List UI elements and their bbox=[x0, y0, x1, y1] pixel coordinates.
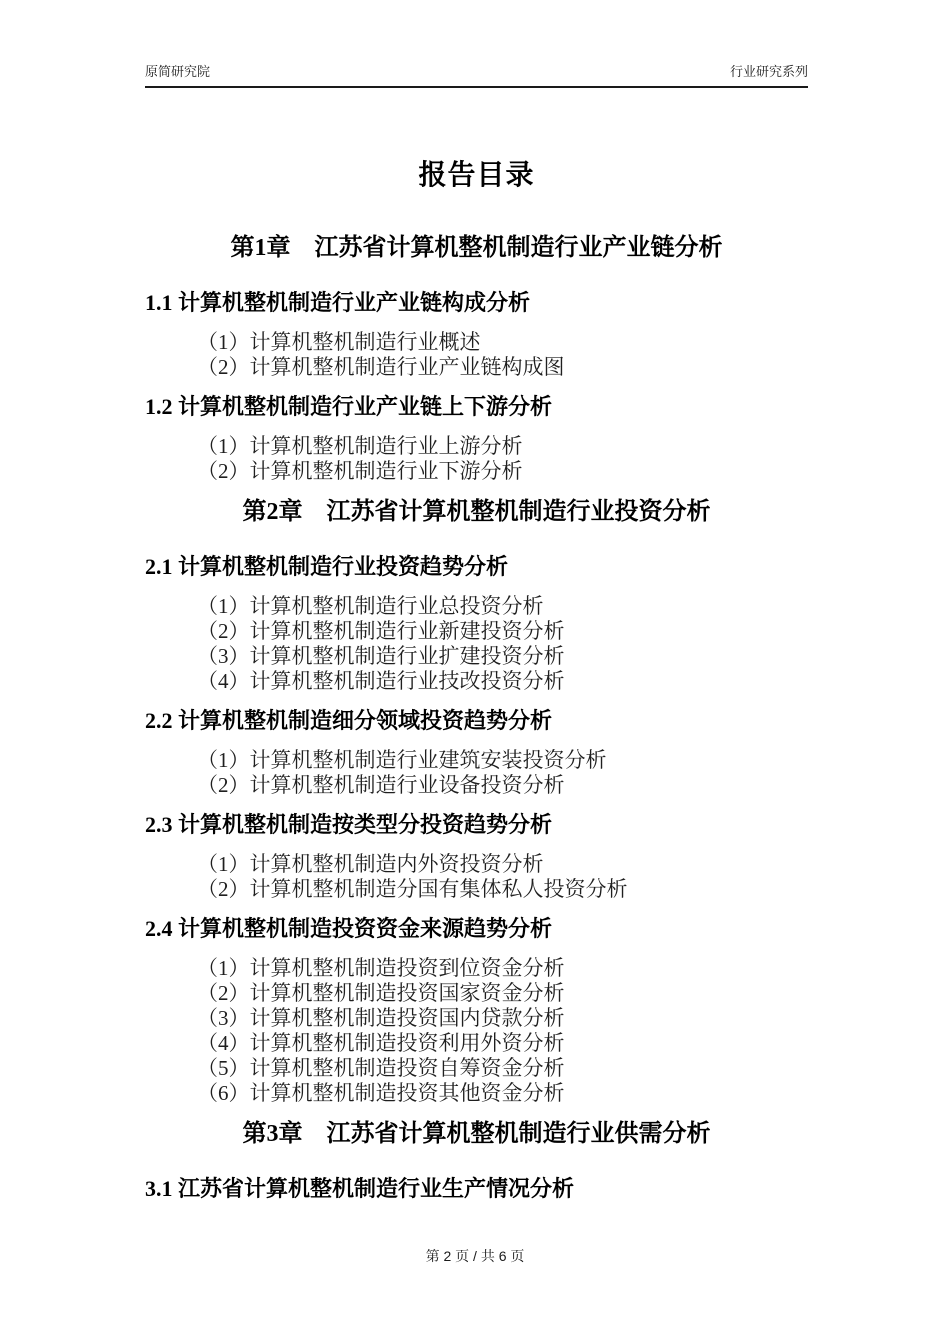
toc-item: （6）计算机整机制造投资其他资金分析 bbox=[197, 1081, 565, 1105]
page-number-text: 第 2 页 / 共 6 页 bbox=[425, 1248, 525, 1264]
toc-item: （2）计算机整机制造行业产业链构成图 bbox=[197, 355, 565, 379]
chapter-3-heading: 第3章 江苏省计算机整机制造行业供需分析 bbox=[242, 1121, 711, 1147]
toc bbox=[145, 234, 808, 1201]
item-list-1-2 bbox=[145, 434, 808, 484]
toc-item: （1）计算机整机制造投资到位资金分析 bbox=[197, 956, 565, 980]
toc-item: （2）计算机整机制造行业下游分析 bbox=[197, 459, 523, 483]
chapter-1-heading: 第1章 江苏省计算机整机制造行业产业链分析 bbox=[230, 235, 723, 261]
header-series-name: 行业研究系列 bbox=[729, 64, 808, 79]
toc-item: （1）计算机整机制造行业总投资分析 bbox=[197, 594, 544, 618]
page-footer bbox=[0, 1247, 950, 1265]
section-heading-2-2: 2.2 计算机整机制造细分领域投资趋势分析 bbox=[145, 708, 553, 733]
item-list-1-1 bbox=[145, 330, 808, 380]
section-heading-3-1: 3.1 江苏省计算机整机制造行业生产情况分析 bbox=[145, 1176, 575, 1201]
page-header bbox=[145, 64, 808, 88]
header-org-name: 原简研究院 bbox=[145, 64, 211, 79]
section-heading-2-3: 2.3 计算机整机制造按类型分投资趋势分析 bbox=[145, 812, 553, 837]
report-toc-title: 报告目录 bbox=[418, 160, 535, 191]
toc-item: （1）计算机整机制造行业建筑安装投资分析 bbox=[197, 748, 607, 772]
toc-item: （4）计算机整机制造行业技改投资分析 bbox=[197, 669, 565, 693]
toc-item: （2）计算机整机制造行业设备投资分析 bbox=[197, 773, 565, 797]
toc-item: （1）计算机整机制造行业上游分析 bbox=[197, 434, 523, 458]
item-list-2-4 bbox=[145, 956, 808, 1106]
toc-item: （3）计算机整机制造投资国内贷款分析 bbox=[197, 1006, 565, 1030]
toc-item: （5）计算机整机制造投资自筹资金分析 bbox=[197, 1056, 565, 1080]
toc-item: （2）计算机整机制造投资国家资金分析 bbox=[197, 981, 565, 1005]
section-heading-1-1: 1.1 计算机整机制造行业产业链构成分析 bbox=[145, 290, 531, 315]
section-heading-2-4: 2.4 计算机整机制造投资资金来源趋势分析 bbox=[145, 916, 553, 941]
item-list-2-1 bbox=[145, 594, 808, 694]
toc-item: （1）计算机整机制造内外资投资分析 bbox=[197, 852, 544, 876]
item-list-2-3 bbox=[145, 852, 808, 902]
section-heading-2-1: 2.1 计算机整机制造行业投资趋势分析 bbox=[145, 554, 509, 579]
item-list-2-2 bbox=[145, 748, 808, 798]
toc-item: （2）计算机整机制造分国有集体私人投资分析 bbox=[197, 877, 628, 901]
toc-item: （1）计算机整机制造行业概述 bbox=[197, 330, 481, 354]
chapter-2-heading: 第2章 江苏省计算机整机制造行业投资分析 bbox=[242, 499, 711, 525]
section-heading-1-2: 1.2 计算机整机制造行业产业链上下游分析 bbox=[145, 394, 553, 419]
toc-item: （4）计算机整机制造投资利用外资分析 bbox=[197, 1031, 565, 1055]
toc-item: （3）计算机整机制造行业扩建投资分析 bbox=[197, 644, 565, 668]
toc-item: （2）计算机整机制造行业新建投资分析 bbox=[197, 619, 565, 643]
